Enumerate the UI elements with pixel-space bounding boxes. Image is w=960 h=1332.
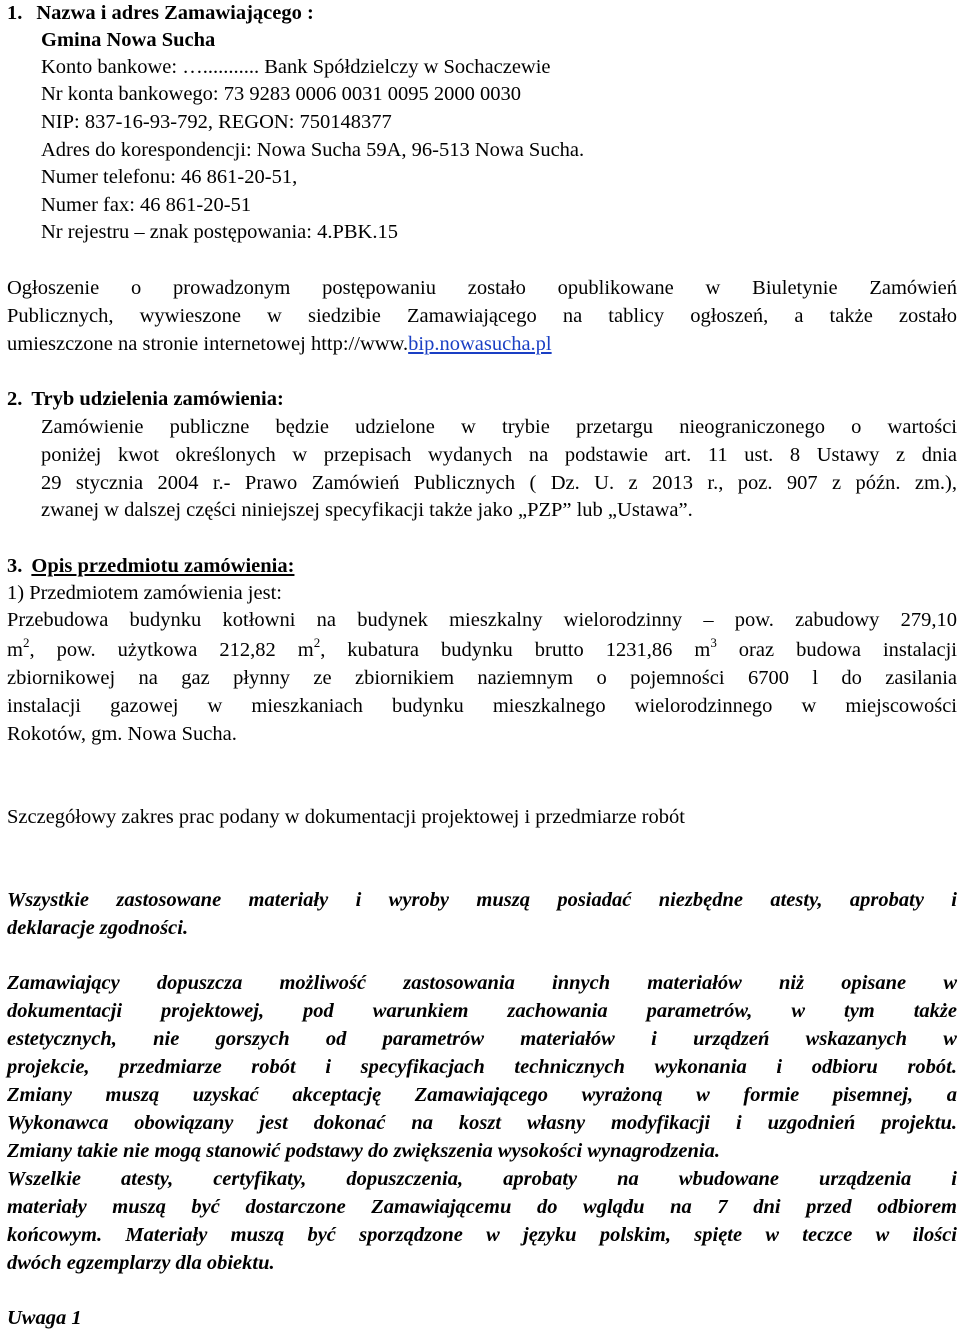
equivalents-line: estetycznych, nie gorszych od parametrów materiałów i urządzeń wskazanych w — [7, 1028, 957, 1050]
announcement-line-1: Ogłoszenie o prowadzonym postępowaniu zostało opublikowane w Biuletynie Zamówień — [7, 277, 957, 299]
section-title: Nazwa i adres Zamawiającego : — [36, 2, 314, 24]
procedure-line-1: Zamówienie publiczne będzie udzielone w trybie przetargu nieograniczonego o wartości — [41, 416, 957, 438]
account-number-line: Nr konta bankowego: 73 9283 0006 0031 0095 2000 0030 — [41, 83, 521, 105]
materials-line-2: deklaracje zgodności. — [7, 917, 189, 939]
bip-link[interactable]: bip.nowasucha.pl — [408, 333, 552, 355]
section-2-heading — [7, 389, 284, 410]
section-title: Opis przedmiotu zamówienia: — [31, 555, 295, 577]
procedure-line-4: zwanej w dalszej części niniejszej specyfikacji także jako „PZP” lub „Ustawa”. — [41, 499, 693, 521]
section-title: Tryb udzielenia zamówienia: — [31, 388, 284, 410]
fax-line: Numer fax: 46 861-20-51 — [41, 194, 252, 216]
subject-line-3: zbiornikowej na gaz płynny ze zbiornikiem naziemnym o pojemności 6700 l do zasilania — [7, 667, 957, 689]
subject-line-1: Przebudowa budynku kotłowni na budynek mieszkalny wielorodzinny – pow. zabudowy 279,10 — [7, 609, 957, 631]
register-line: Nr rejestru – znak postępowania: 4.PBK.15 — [41, 221, 398, 243]
section-number: 3. — [7, 555, 23, 577]
subject-line-2: $m^2$, pow. użytkowa 212,82 $m^2$, kubatura budynku brutto 1231,86 $m^3$ oraz budowa instalacji — [7, 635, 957, 661]
bank-account-line: Konto bankowe: …........... Bank Spółdzielczy w Sochaczewie — [41, 56, 551, 78]
announcement-line-3: umieszczone na stronie internetowej http://www.bip.nowasucha.pl — [7, 333, 552, 355]
section-number: 1. — [7, 2, 23, 24]
subject-line-5: Rokotów, gm. Nowa Sucha. — [7, 723, 237, 745]
announcement-line-2: Publicznych, wywieszone w siedzibie Zamawiającego na tablicy ogłoszeń, a także zostało — [7, 305, 957, 327]
procedure-line-2: poniżej kwot określonych w przepisach wydanych na podstawie art. 11 ust. 8 Ustawy z dnia — [41, 444, 957, 466]
section-number: 2. — [7, 388, 23, 410]
subject-line-4: instalacji gazowej w mieszkaniach budynku mieszkalnego wielorodzinnego w miejscowości — [7, 695, 957, 717]
equivalents-line: Wszelkie atesty, certyfikaty, dopuszczenia, aprobaty na wbudowane urządzenia i — [7, 1168, 957, 1190]
equivalents-line: materiały muszą być dostarczone Zamawiającemu do wglądu na 7 dni przed odbiorem — [7, 1196, 957, 1218]
equivalents-line: końcowym. Materiały muszą być sporządzone w języku polskim, spięte w teczce w ilości — [7, 1224, 957, 1246]
equivalents-line: dokumentacji projektowej, pod warunkiem zachowania parametrów, w tym także — [7, 1000, 957, 1022]
address-line: Adres do korespondencji: Nowa Sucha 59A, 96-513 Nowa Sucha. — [41, 139, 585, 161]
equivalents-line: projekcie, przedmiarze robót i specyfikacjach technicznych wykonania i odbioru robót. — [7, 1056, 957, 1078]
section-3-heading — [7, 556, 294, 577]
section-1-heading — [7, 3, 314, 24]
scope-line: Szczegółowy zakres prac podany w dokumentacji projektowej i przedmiarze robót — [7, 806, 685, 828]
equivalents-line: dwóch egzemplarzy dla obiektu. — [7, 1252, 275, 1274]
entity-name: Gmina Nowa Sucha — [41, 29, 216, 51]
procedure-line-3: 29 stycznia 2004 r.- Prawo Zamówień Publicznych ( Dz. U. z 2013 r., poz. 907 z późn. zm.), — [41, 472, 957, 494]
materials-line-1: Wszystkie zastosowane materiały i wyroby muszą posiadać niezbędne atesty, aprobaty i — [7, 889, 957, 911]
phone-line: Numer telefonu: 46 861-20-51, — [41, 166, 298, 188]
note-heading: Uwaga 1 — [7, 1307, 82, 1329]
subject-intro: 1) Przedmiotem zamówienia jest: — [7, 582, 282, 604]
equivalents-line: Zmiany takie nie mogą stanowić podstawy do zwiększenia wysokości wynagrodzenia. — [7, 1140, 720, 1162]
equivalents-line: Zmiany muszą uzyskać akceptację Zamawiającego wyrażoną w formie pisemnej, a — [7, 1084, 957, 1106]
equivalents-line: Wykonawca obowiązany jest dokonać na koszt własny modyfikacji i uzgodnień projektu. — [7, 1112, 957, 1134]
equivalents-line: Zamawiający dopuszcza możliwość zastosowania innych materiałów niż opisane w — [7, 972, 957, 994]
nip-regon-line: NIP: 837-16-93-792, REGON: 750148377 — [41, 111, 392, 133]
